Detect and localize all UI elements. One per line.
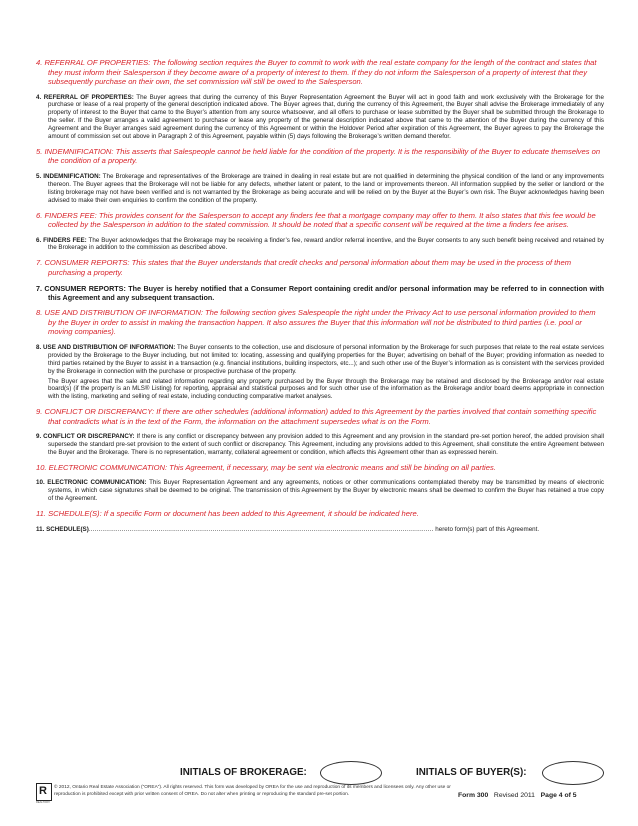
form-id: Form 300	[458, 792, 489, 799]
clause-heading: INDEMNIFICATION:	[43, 172, 101, 180]
explanatory-note: 11. SCHEDULE(S): If a specific Form or document has been added to this Agreement, it should be indicated here.	[36, 509, 419, 519]
initials-brokerage-field[interactable]	[320, 761, 382, 785]
clause-text: hereto form(s) part of this Agreement.	[433, 525, 540, 533]
clause-text: The Brokerage and representatives of the Brokerage are trained in dealing in real estate but are not qualified in determining the physical condition of the land or any improvements thereon. The Buyer agrees that the Brokerage will not be liable for any defects, whether latent or patent, to the land or improvements thereon. All information supplied by the seller or landlord or the listing brokerage may not have been verified and is not warranted by the Brokerage as being accurate and will be relied on by the Buyer at the Buyer’s own risk. The Buyer acknowledges having been advised to make their own enquiries to confirm the condition of the property.	[48, 172, 604, 204]
clause-text: The Buyer agrees that during the currency of this Buyer Representation Agreement the Buyer will act in good faith and work exclusively with the Brokerage for the purchase or lease of a real property of the general description indicated above. The Buyer agrees that, during the currency of this Agreement, the Buyer shall advise the Brokerage immediately of any property of interest to the Buyer that came to the Buyer’s attention from any source whatsoever, and all offers to purchase or lease submitted by the Buyer shall be submitted through the Brokerage to the seller. If the Buyer arranges a valid agreement to purchase or lease any property of the general description indicated above that came to the attention of the Buyer during the currency of this Agreement and the Buyer arranges said agreement during the currency of this Agreement or within the Holdover Period after expiration of this Agreement, the Buyer agrees to pay the Brokerage the amount of commission set out above in Paragraph 2 of this Agreement, payable within (5) days following the Brokerage’s written demand therefor.	[48, 93, 604, 141]
schedule-fill-line[interactable]: ..................................................................................................................................................................................	[88, 525, 434, 533]
document-body	[36, 58, 604, 540]
clause-paragraph	[36, 433, 604, 457]
clause-paragraph	[36, 479, 604, 503]
explanatory-note: 8. USE AND DISTRIBUTION OF INFORMATION: The following section gives Salespeople the right under the Privacy Act to use personal information provided to them by the Buyer in order to assist in making the transaction happen. It also assures the Buyer that this information will not be distributed to third parties (i.e. pool or moving companies).	[36, 308, 596, 337]
clause-paragraph	[36, 344, 604, 401]
clause-heading: CONFLICT OR DISCREPANCY:	[43, 433, 135, 441]
clause-number: 8.	[36, 343, 42, 351]
clause-paragraph	[36, 173, 604, 205]
clause-text: The Buyer acknowledges that the Brokerage may be receiving a finder’s fee, reward and/or referral incentive, and the Buyer consents to any such benefit being received and retained by the Brokerage in addition to the commission as described above.	[48, 236, 605, 252]
clause-subparagraph: The Buyer agrees that the sale and related information regarding any property purchased by the Buyer through the Brokerage may be retained and disclosed by the Brokerage and/or real estate board(s) (if the property is an MLS® Listing) for reporting, appraisal and statistical purposes and for such other use of the information as the Brokerage and/or board deems appropriate in connection with the listing, marketing and selling of real estate, including conducting comparative market analyses.	[48, 377, 604, 401]
clause-text: This Buyer Representation Agreement and any agreements, notices or other communications contemplated thereby may be transmitted by means of electronic systems, in which case signatures shall be deemed to be original. The transmission of this Agreement by the Buyer by electronic means shall be deemed to confirm the Buyer has retained a true copy of the Agreement.	[48, 479, 604, 503]
form-revision: Revised 2011	[493, 792, 535, 799]
clause-heading: SCHEDULE(S)	[46, 525, 89, 533]
initials-buyer-field[interactable]	[542, 761, 604, 785]
explanatory-note: 10. ELECTRONIC COMMUNICATION: This Agreement, if necessary, may be sent via electronic means and still be binding on all parties.	[36, 462, 496, 472]
clause-paragraph	[36, 237, 604, 253]
form-number	[458, 792, 577, 799]
clause-heading: USE AND DISTRIBUTION OF INFORMATION:	[43, 343, 176, 351]
clause-paragraph	[36, 94, 604, 141]
clause-number: 10.	[36, 479, 45, 487]
realtor-logo: R	[36, 783, 52, 801]
clause-number: 4.	[36, 93, 42, 101]
explanatory-note: 4. REFERRAL OF PROPERTIES: The following section requires the Buyer to commit to work with the real estate company for the length of the contract and states that they must inform their Salesperson if they become aware of a property of interest to them. If they do not inform the Salesperson of a property of interest that they subsequently purchase on their own, the set commission will still be owed to the Salesperson.	[36, 58, 597, 86]
clause-text: The Buyer consents to the collection, use and disclosure of personal information by the Brokerage for such purposes that relate to the real estate services provided by the Brokerage to the Buyer including, but not limited to: locating, assessing and qualifying properties for the Buyer; advertising on behalf of the Buyer; providing information as needed to third parties retained by the Buyer to assist in a transaction (e.g. financial institutions, building inspectors, etc...); and such other use of the Buyer’s information as is consistent with the services provided by the Brokerage in connection with the purchase or prospective purchase of the property.	[48, 343, 604, 375]
copyright-notice: © 2012, Ontario Real Estate Association (“OREA”). All rights reserved. This form was developed by OREA for the use and reproduction of its members and licensees only. Any other use or reproduction is prohibited except with prior written consent of OREA. Do not alter when printing or reproducing the standard pre-set portion.	[54, 785, 451, 797]
schedule-line	[36, 526, 604, 534]
explanatory-note: 5. INDEMNIFICATION: This asserts that Salespeople cannot be held liable for the condition of the property. It is the responsibility of the Buyer to educate themselves on the condition of a property.	[36, 146, 601, 166]
page-number: Page 4 of 5	[540, 792, 577, 799]
clause-heading: ELECTRONIC COMMUNICATION:	[47, 479, 147, 487]
clause-number: 5.	[36, 172, 42, 180]
initials-buyer-label: INITIALS OF BUYER(S):	[416, 767, 527, 778]
initials-row	[180, 763, 580, 783]
clause-heading: REFERRAL OF PROPERTIES:	[43, 93, 134, 101]
clause-paragraph: 7. CONSUMER REPORTS: The Buyer is hereby notified that a Consumer Report containing credit and/or personal information may be referred to in connection with this Agreement and any subsequent transaction.	[36, 284, 604, 303]
clause-number: 6.	[36, 236, 42, 244]
clause-heading: FINDERS FEE:	[43, 236, 87, 244]
clause-number: 9.	[36, 433, 42, 441]
clause-number: 11.	[36, 525, 45, 533]
explanatory-note: 6. FINDERS FEE: This provides consent for the Salesperson to accept any finders fee that a mortgage company may offer to them. It also states that this fee would be collected by the Salesperson in addition to the stated commission. It should be noted that a specific consent will be required at the time a finders fee arises.	[36, 210, 596, 230]
clause-text: If there is any conflict or discrepancy between any provision added to this Agreement and any provision in the standard pre-set portion hereof, the added provision shall supersede the standard pre-set provision to the extent of such conflict or discrepancy. This Agreement, including any provisions added to this Agreement, shall constitute the entire Agreement between the Buyer and the Brokerage. There is no representation, warranty, collateral agreement or condition, which affects this Agreement other than as expressed herein.	[48, 433, 604, 457]
initials-brokerage-label: INITIALS OF BROKERAGE:	[180, 767, 307, 778]
explanatory-note: 9. CONFLICT OR DISCREPANCY: If there are other schedules (additional information) added to this Agreement by the parties involved that contain something specific that contradicts what is in the text of the Form, the information on the attachment supersedes what is on the Form.	[36, 407, 597, 426]
explanatory-note: 7. CONSUMER REPORTS: This states that the Buyer understands that credit checks and personal information about them may be used in the process of them purchasing a property.	[36, 258, 572, 277]
realtor-logo-text: REALTOR®	[36, 801, 50, 804]
